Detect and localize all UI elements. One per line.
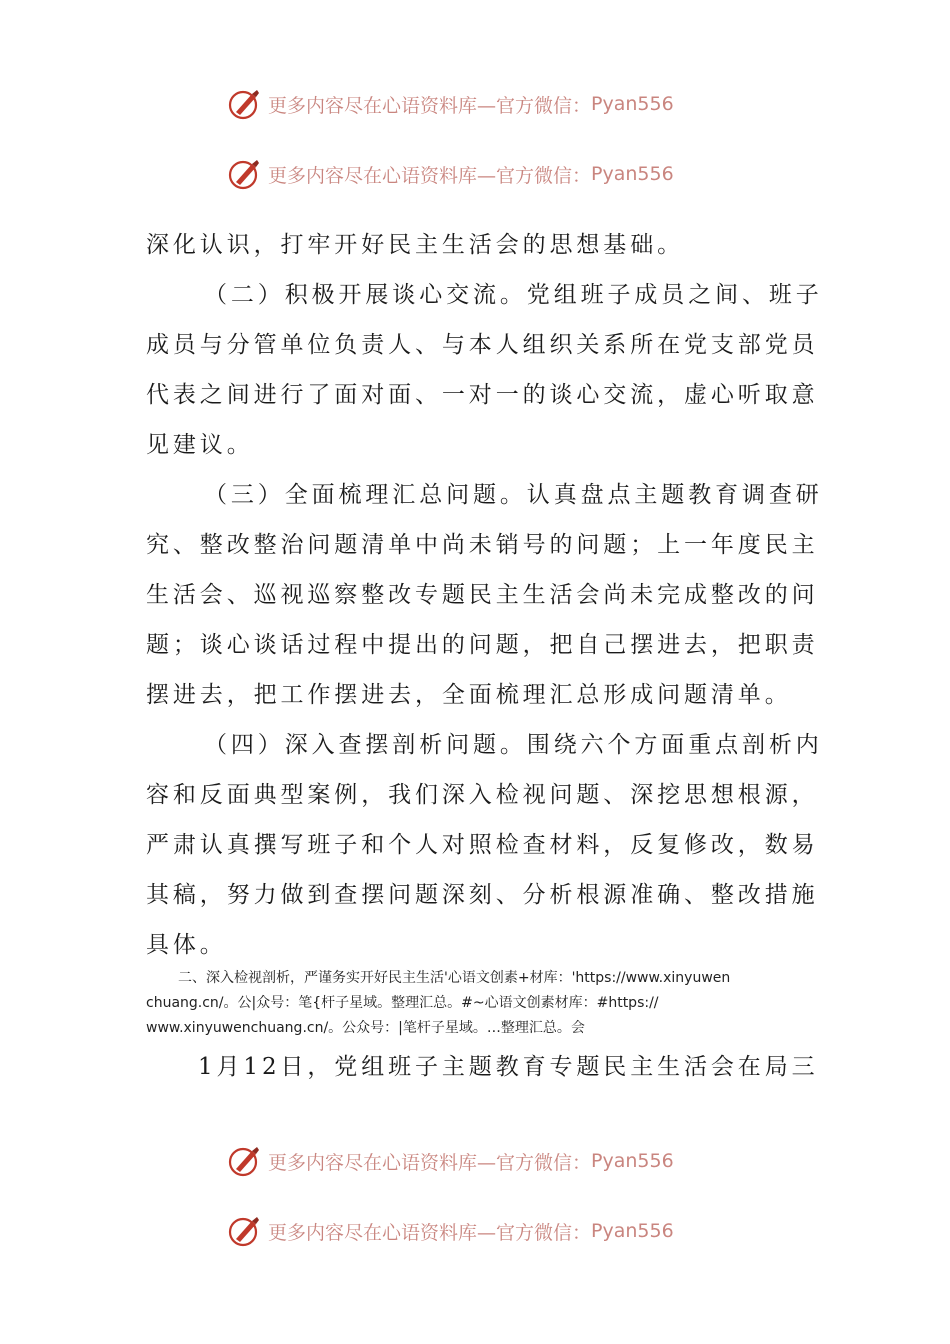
text-line: 其稿，努力做到查摆问题深刻、分析根源准确、整改措施 <box>146 882 819 908</box>
text-line: 生活会、巡视巡察整改专题民主生活会尚未完成整改的问 <box>146 582 819 608</box>
paragraph-intro <box>146 220 823 970</box>
text-line: （三）全面梳理汇总问题。认真盘点主题教育调查研 <box>204 482 823 508</box>
text-line: （二）积极开展谈心交流。党组班子成员之间、班子 <box>204 282 823 308</box>
text-line: 1月12日，党组班子主题教育专题民主生活会在局三 <box>198 1054 819 1080</box>
watermark-banner-3 <box>226 1141 746 1181</box>
text-line: 题；谈心谈话过程中提出的问题，把自己摆进去，把职责 <box>146 632 819 658</box>
watermark-text: 更多内容尽在心语资料库—官方微信： <box>268 164 592 187</box>
watermark-banner-4 <box>226 1211 746 1251</box>
text-line: 严肃认真撰写班子和个人对照检查材料，反复修改，数易 <box>146 832 819 858</box>
watermark-account: Pyan556 <box>591 1220 674 1242</box>
watermark-account: Pyan556 <box>591 93 674 115</box>
note-line: 二、深入检视剖析，严谨务实开好民主生活'心语文创素+材库：'https://www.xinyuwen <box>178 970 731 986</box>
text-line: 具体。 <box>146 932 227 958</box>
pen-logo-icon <box>226 86 262 122</box>
pen-logo-icon <box>226 1143 262 1179</box>
text-line: 见建议。 <box>146 432 254 458</box>
watermark-banner-2 <box>226 154 746 194</box>
text-line: 究、整改整治问题清单中尚未销号的问题；上一年度民主 <box>146 532 819 558</box>
note-line: chuang.cn/。公|众号：笔{杆子星域。整理汇总。#~心语文创素材库：#https:// <box>146 995 659 1011</box>
watermark-text: 更多内容尽在心语资料库—官方微信： <box>268 1151 592 1174</box>
watermark-text: 更多内容尽在心语资料库—官方微信： <box>268 1221 592 1244</box>
watermark-text: 更多内容尽在心语资料库—官方微信： <box>268 94 592 117</box>
watermark-account: Pyan556 <box>591 163 674 185</box>
inline-note <box>146 966 810 1041</box>
paragraph-meeting <box>146 1042 819 1092</box>
text-line: 深化认识，打牢开好民主生活会的思想基础。 <box>146 232 684 258</box>
text-line: 代表之间进行了面对面、一对一的谈心交流，虚心听取意 <box>146 382 819 408</box>
note-line: www.xinyuwenchuang.cn/。公众号：|笔杆子星域。…整理汇总。会 <box>146 1020 585 1036</box>
text-line: 容和反面典型案例，我们深入检视问题、深挖思想根源， <box>146 782 819 808</box>
text-line: 成员与分管单位负责人、与本人组织关系所在党支部党员 <box>146 332 819 358</box>
text-line: （四）深入查摆剖析问题。围绕六个方面重点剖析内 <box>204 732 823 758</box>
pen-logo-icon <box>226 156 262 192</box>
text-line: 摆进去，把工作摆进去，全面梳理汇总形成问题清单。 <box>146 682 792 708</box>
watermark-banner-1 <box>226 84 746 124</box>
pen-logo-icon <box>226 1213 262 1249</box>
watermark-account: Pyan556 <box>591 1150 674 1172</box>
